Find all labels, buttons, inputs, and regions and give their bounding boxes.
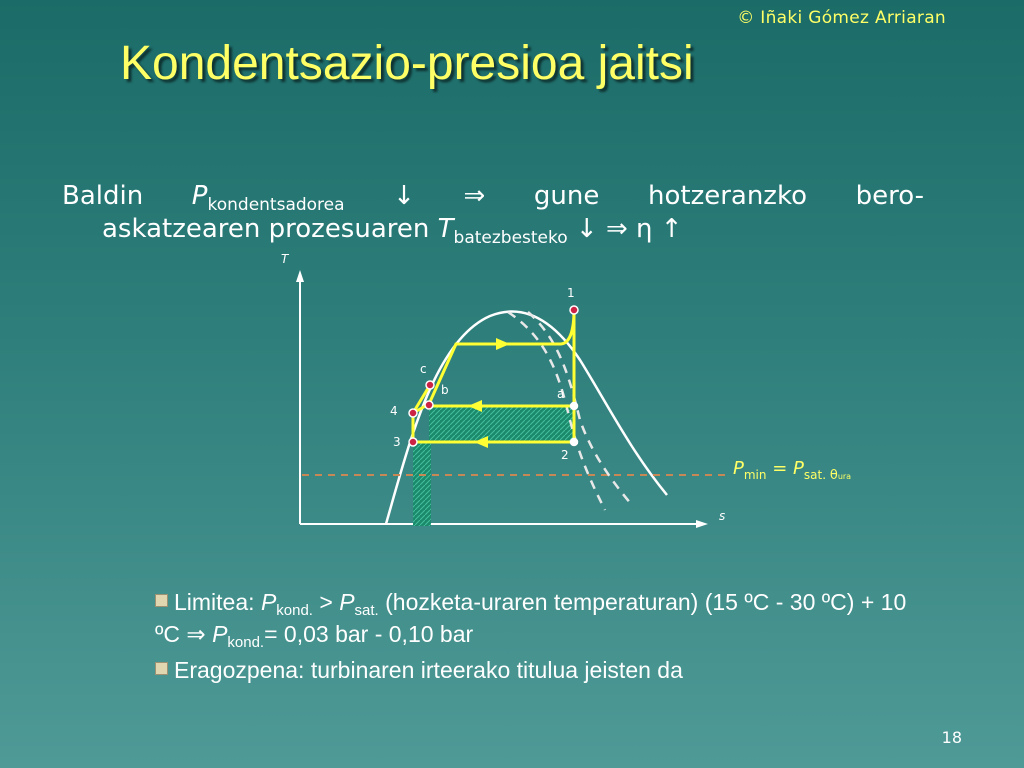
bullet-marker <box>155 662 168 675</box>
p-condenser: $P_{kondentsadorea}$ <box>191 181 345 215</box>
label-point-2: 2 <box>561 448 569 462</box>
bullet-marker <box>155 594 168 607</box>
hatched-area-reduced-heat <box>429 406 573 442</box>
word-bero: bero- <box>855 181 924 211</box>
point-c <box>426 381 434 389</box>
s-axis-label: s <box>719 509 726 523</box>
point-b <box>425 401 433 409</box>
point-2 <box>571 439 578 446</box>
bullet-limit: Limitea: $P_{kond.} > P_{sat.}$ (hozketa-uraren temperaturan) (15 ºC - 30 ºC) + 10 ºC ⇒ $P_{kond.}= 0,03$ bar - 0,10 bar <box>155 589 907 651</box>
point-3 <box>409 438 417 446</box>
bullet-drawback: Eragozpena: turbinaren irteerako titulua jeisten da <box>155 654 925 686</box>
label-point-4: 4 <box>390 404 398 418</box>
t-axis-arrowhead <box>296 270 304 282</box>
arrow-down-symbol: ↓ <box>393 181 415 211</box>
cycle-heating-path <box>429 310 574 404</box>
point-a <box>571 403 578 410</box>
word-hotzeranzko: hotzeranzko <box>647 181 807 211</box>
label-point-a: a <box>557 387 565 401</box>
label-point-3: 3 <box>393 435 401 449</box>
arrow-heating <box>496 338 510 350</box>
point-4 <box>409 409 417 417</box>
s-axis-arrowhead <box>696 520 708 528</box>
statement-line-2: askatzearen prozesuaren $T_{batezbesteko}$ ↓ ⇒ η ↑ <box>102 214 683 248</box>
slide-title: Kondentsazio-presioa jaitsi <box>120 37 694 90</box>
word-gune: gune <box>533 181 600 211</box>
hatched-area-extra-work <box>413 442 431 526</box>
pmin-label: $P_{min} = P_{sat.}$ θura <box>733 458 852 483</box>
word-baldin: Baldin <box>62 181 144 211</box>
label-point-b: b <box>441 383 449 397</box>
t-axis-label: T <box>281 252 289 266</box>
point-1 <box>570 306 578 314</box>
copyright-note: © Iñaki Gómez Arriaran <box>737 8 946 28</box>
implies-symbol: ⇒ <box>463 181 486 211</box>
page-number: 18 <box>941 728 962 747</box>
axes <box>296 270 708 528</box>
label-point-1: 1 <box>567 286 575 300</box>
label-point-c: c <box>420 362 427 376</box>
bullet-list <box>155 586 925 690</box>
